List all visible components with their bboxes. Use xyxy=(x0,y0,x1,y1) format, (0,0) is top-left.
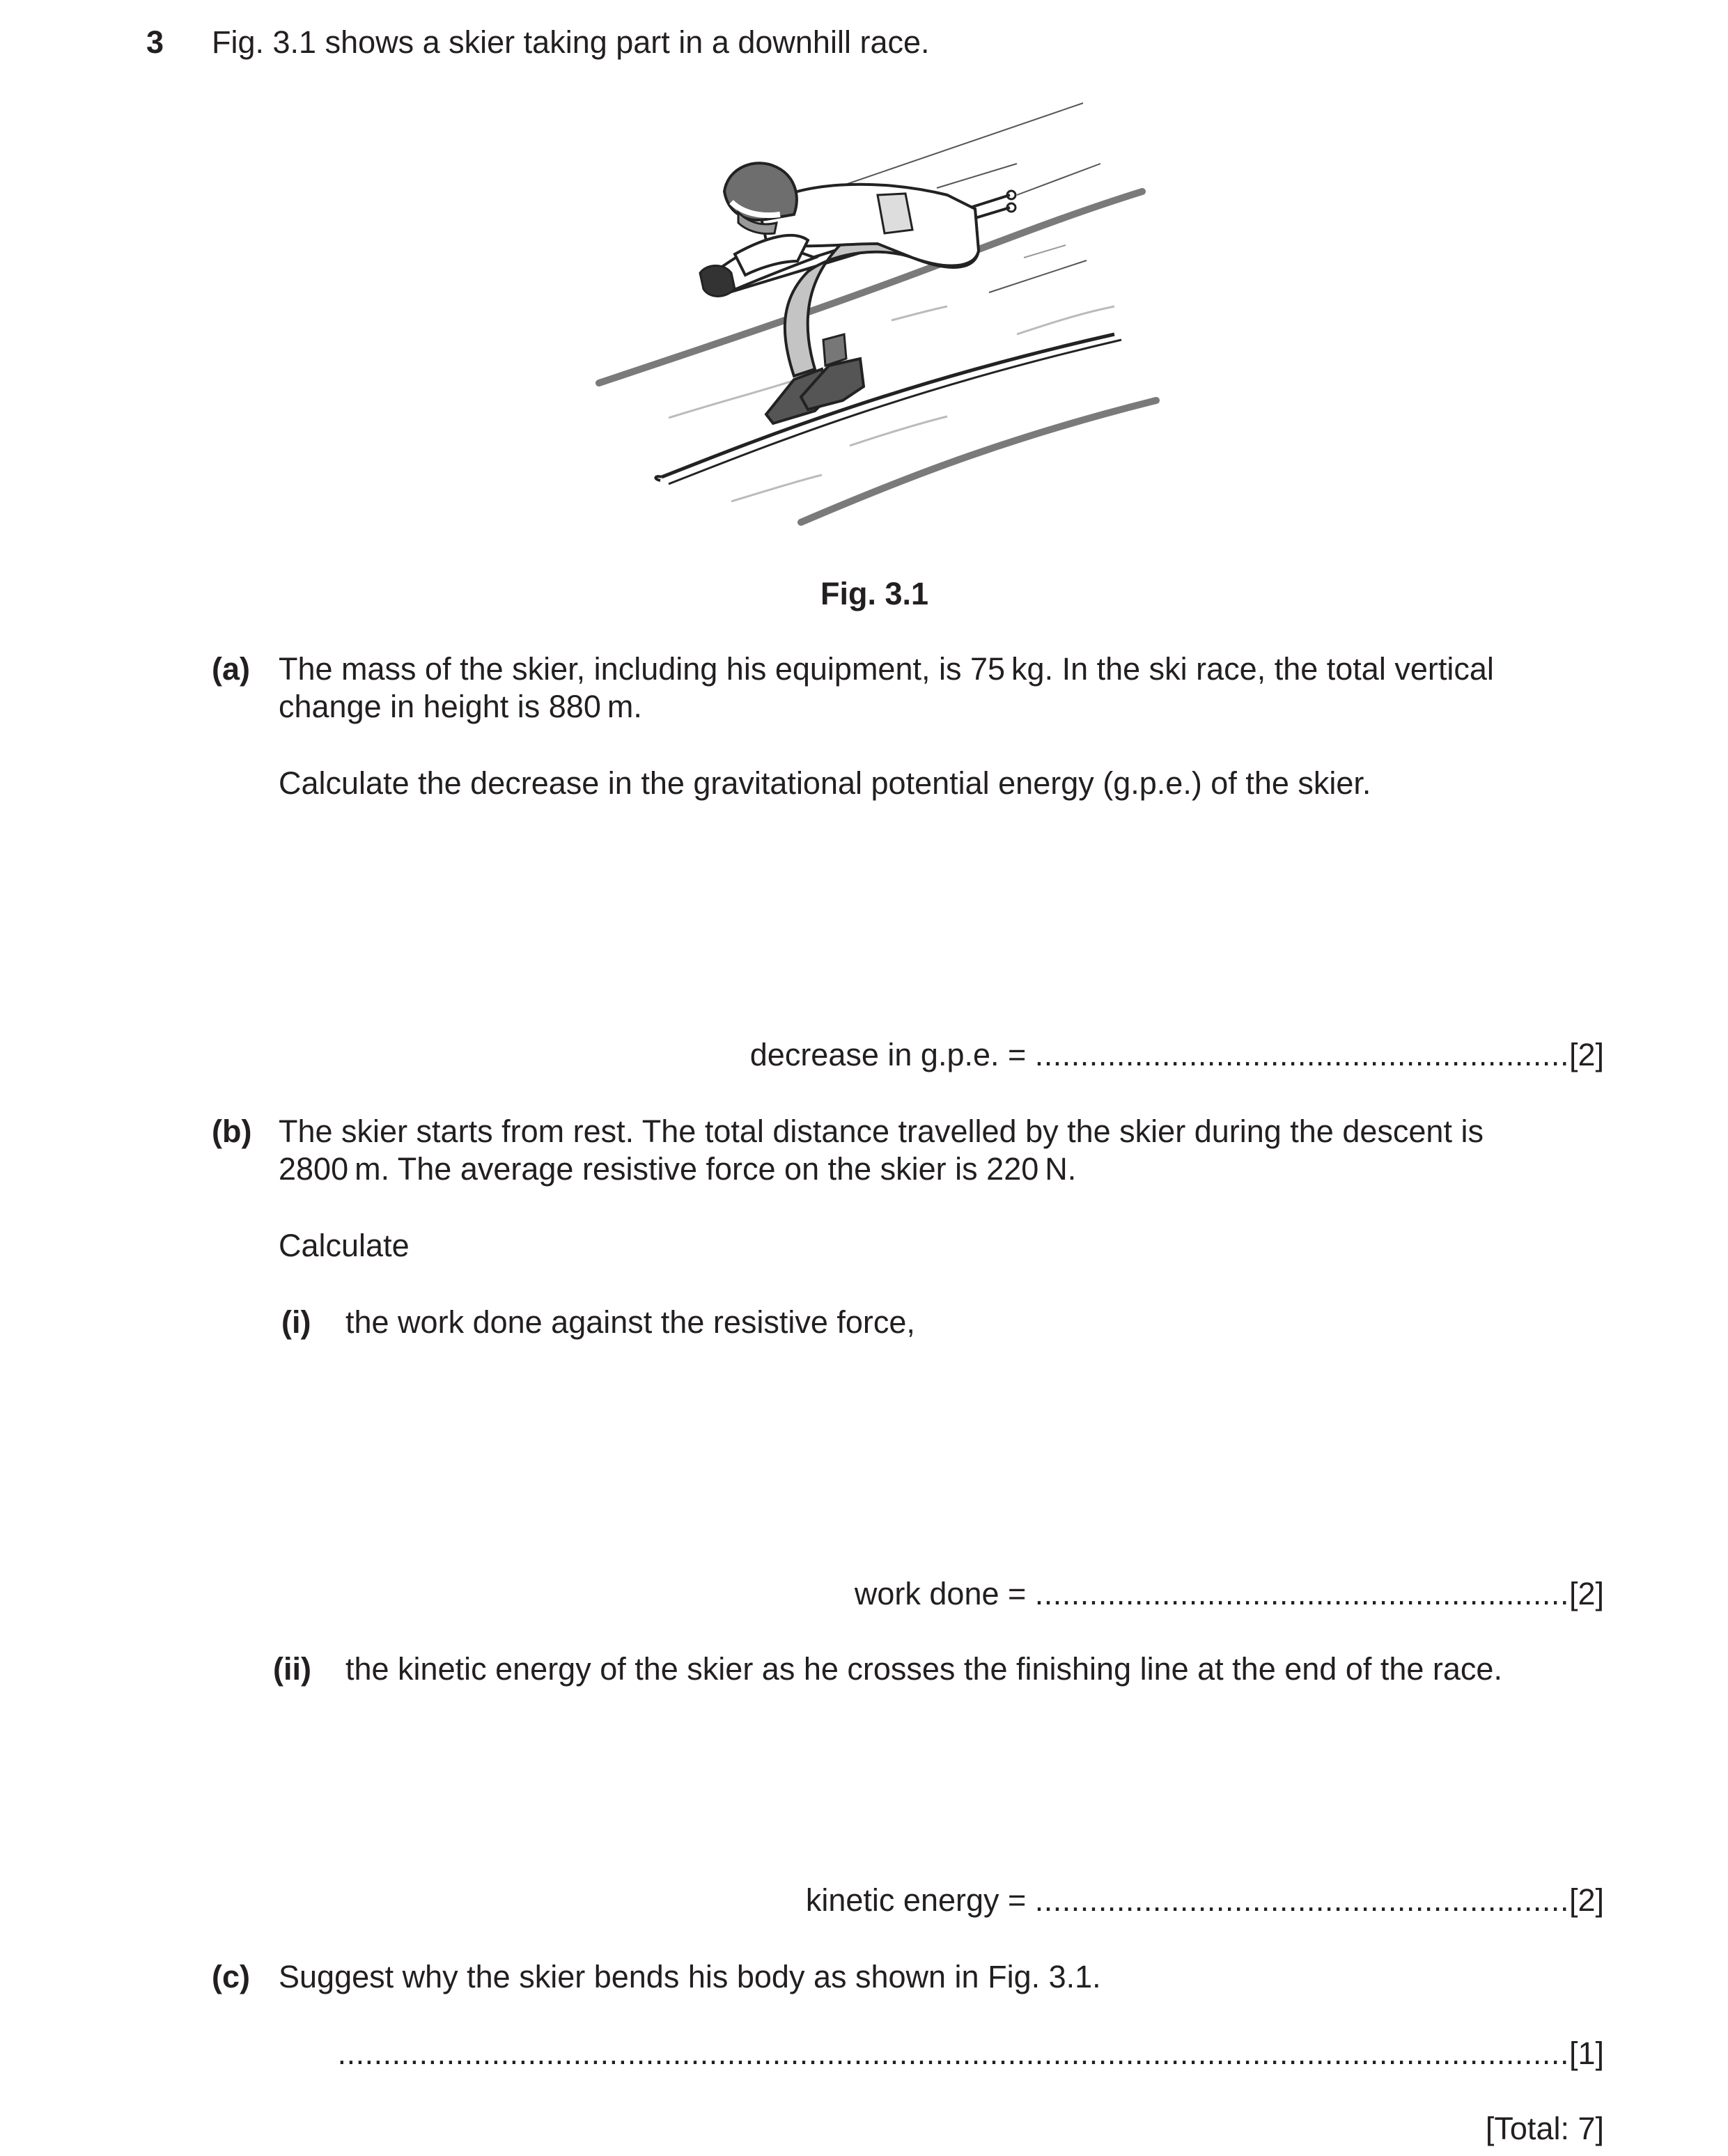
part-b-ii-label: (ii) xyxy=(273,1651,311,1687)
part-b-ii-answer-line[interactable] xyxy=(806,1882,1604,1919)
part-a-text-line1: The mass of the skier, including his equipment, is 75 kg. In the ski race, the total vertical xyxy=(279,651,1494,687)
marks: [1] xyxy=(1569,2036,1604,2071)
question-intro: Fig. 3.1 shows a skier taking part in a downhill race. xyxy=(212,24,930,60)
part-b-i-label: (i) xyxy=(281,1304,311,1340)
answer-dots[interactable]: ........................................................... xyxy=(1034,1576,1569,1611)
part-b-i-answer-line[interactable] xyxy=(855,1575,1604,1613)
part-b-i-text: the work done against the resistive force, xyxy=(345,1304,915,1340)
marks: [2] xyxy=(1569,1037,1604,1072)
part-b-label: (b) xyxy=(212,1114,252,1149)
part-b-instruction: Calculate xyxy=(279,1228,410,1263)
part-c-label: (c) xyxy=(212,1959,250,1994)
part-a-text-line2: change in height is 880 m. xyxy=(279,689,642,724)
marks: [2] xyxy=(1569,1882,1604,1918)
answer-label: work done = xyxy=(854,1576,1035,1611)
marks: [2] xyxy=(1569,1576,1604,1611)
part-c-text: Suggest why the skier bends his body as shown in Fig. 3.1. xyxy=(279,1959,1101,1994)
answer-dots[interactable]: ........................................................... xyxy=(1034,1037,1569,1072)
skier-illustration xyxy=(585,91,1163,536)
total-marks: [Total: 7] xyxy=(1485,2111,1604,2146)
answer-dots[interactable]: ........................................................................................................................................ xyxy=(337,2036,1569,2071)
figure-caption: Fig. 3.1 xyxy=(820,576,929,611)
answer-label: decrease in g.p.e. = xyxy=(749,1037,1035,1072)
part-c-answer-line[interactable] xyxy=(338,2035,1604,2072)
part-b-text-line1: The skier starts from rest. The total distance travelled by the skier during the descent is xyxy=(279,1114,1484,1149)
part-b-text-line2: 2800 m. The average resistive force on the skier is 220 N. xyxy=(279,1151,1077,1187)
part-a-instruction: Calculate the decrease in the gravitational potential energy (g.p.e.) of the skier. xyxy=(279,765,1371,801)
answer-dots[interactable]: ........................................................... xyxy=(1034,1882,1569,1918)
part-a-label: (a) xyxy=(212,651,250,687)
part-b-ii-text: the kinetic energy of the skier as he crosses the finishing line at the end of the race. xyxy=(345,1651,1502,1687)
answer-label: kinetic energy = xyxy=(805,1882,1035,1918)
question-number: 3 xyxy=(146,24,164,60)
part-a-answer-line[interactable] xyxy=(750,1036,1604,1074)
